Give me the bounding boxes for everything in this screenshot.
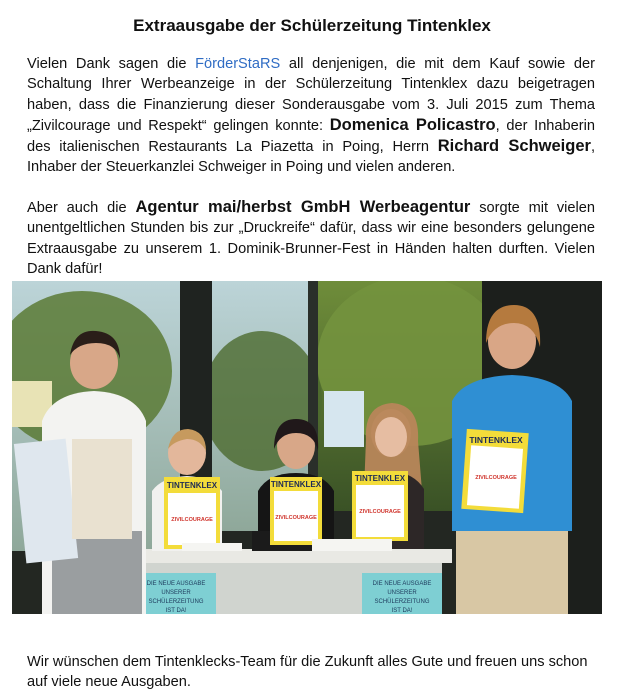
magazine-copy bbox=[352, 471, 408, 541]
svg-text:TINTENKLEX: TINTENKLEX bbox=[270, 480, 322, 489]
svg-text:IST DA!: IST DA! bbox=[391, 608, 413, 614]
text-span: all denjenigen, die mit dem Kauf sowie der Schaltung Ihrer Werbeanzeige in der Schülerzeitung Tintenklex dazu beigetragen haben, dass die Finanzierung dieser Sonderausgabe vom 3. Juli 2015 zum Thema „Zivilcourage und Respekt“ gelingen konnte: bbox=[27, 56, 595, 134]
svg-text:TINTENKLEX: TINTENKLEX bbox=[166, 481, 218, 490]
sponsor-name-schweiger: Richard Schweiger bbox=[437, 137, 591, 156]
paragraph-agency bbox=[27, 197, 595, 279]
svg-text:TINTENKLEX: TINTENKLEX bbox=[469, 435, 523, 445]
text-span: , Inhaber der Steuerkanzlei Schweiger in Poing und vielen anderen. bbox=[27, 139, 595, 176]
svg-text:UNSERER: UNSERER bbox=[161, 590, 191, 596]
text-span: , der Inhaberin des italienischen Restaurants La Piazetta in Poing, Herrn bbox=[27, 117, 595, 156]
svg-text:ZIVILCOURAGE: ZIVILCOURAGE bbox=[475, 475, 517, 481]
svg-text:TINTENKLEX: TINTENKLEX bbox=[354, 474, 406, 483]
magazine-stack bbox=[182, 543, 242, 551]
document-title: Extraausgabe der Schülerzeitung Tintenklex bbox=[133, 16, 491, 35]
foerderstars-link[interactable]: FörderStaRS bbox=[195, 56, 281, 72]
magazine-copy bbox=[164, 477, 220, 549]
svg-text:IST DA!: IST DA! bbox=[165, 608, 187, 614]
team-photo-illustration bbox=[12, 281, 602, 614]
closing-paragraph: Wir wünschen dem Tintenklecks-Team für die Zukunft alles Gute und freuen uns schon auf viele neue Ausgaben. bbox=[27, 654, 588, 691]
table-top bbox=[122, 549, 452, 563]
text-span: Aber auch die bbox=[27, 200, 136, 216]
svg-text:ZIVILCOURAGE: ZIVILCOURAGE bbox=[359, 509, 401, 515]
magazine-copy bbox=[461, 429, 528, 513]
svg-text:DIE NEUE AUSGABE: DIE NEUE AUSGABE bbox=[372, 581, 432, 587]
sponsor-name-policastro: Domenica Policastro bbox=[329, 115, 496, 134]
text-span: Vielen Dank sagen die bbox=[27, 56, 196, 72]
team-photo bbox=[12, 281, 602, 614]
text-span: sorgte mit vielen unentgeltlichen Stunden bis zur „Druckreife“ dafür, dass wir eine besonders gelungene Extraausgabe zu unserem 1. Dominik-Brunner-Fest in Händen halten durften. Vielen Dank dafür! bbox=[27, 200, 595, 277]
svg-text:ZIVILCOURAGE: ZIVILCOURAGE bbox=[171, 517, 213, 523]
table-sign-right bbox=[362, 573, 442, 614]
svg-text:ZIVILCOURAGE: ZIVILCOURAGE bbox=[275, 515, 317, 521]
magazine-copy bbox=[270, 477, 322, 545]
svg-text:SCHÜLERZEITUNG: SCHÜLERZEITUNG bbox=[374, 599, 430, 605]
svg-text:DIE NEUE AUSGABE: DIE NEUE AUSGABE bbox=[146, 581, 206, 587]
window-poster bbox=[324, 391, 364, 447]
agency-name: Agentur mai/herbst GmbH Werbeagentur bbox=[135, 198, 471, 216]
svg-text:UNSERER: UNSERER bbox=[387, 590, 417, 596]
table-sign-left bbox=[136, 573, 216, 614]
magazine-stack bbox=[312, 539, 392, 551]
paragraph-thanks bbox=[27, 54, 595, 178]
svg-text:SCHÜLERZEITUNG: SCHÜLERZEITUNG bbox=[148, 599, 204, 605]
